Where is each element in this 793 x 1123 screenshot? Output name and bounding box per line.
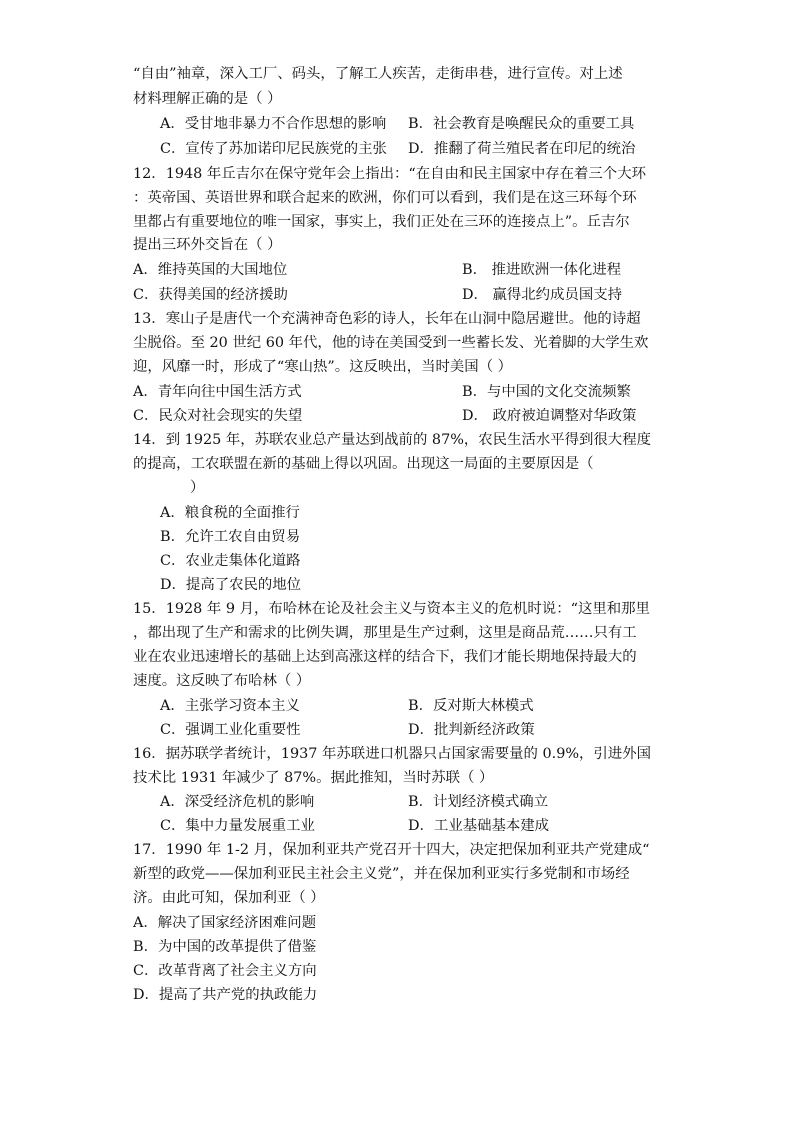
- question-17-text: 17．1990 年 1-2 月，保加利亚共产党召开十四大，决定把保加利亚共产党建成“: [133, 842, 650, 858]
- option-b: B．计划经济模式确立: [408, 794, 549, 810]
- option-b: B． 推进欧洲一体化进程: [462, 262, 622, 278]
- question-12-text: 提出三环外交旨在（ ）: [133, 237, 282, 253]
- option-b: B．允许工农自由贸易: [160, 529, 301, 545]
- option-c: C．农业走集体化道路: [160, 553, 301, 569]
- question-15-text: 速度。这反映了布哈林（ ）: [133, 673, 311, 689]
- question-15-text: ，都出现了生产和需求的比例失调，那里是生产过剩，这里是商品荒……只有工: [133, 625, 637, 641]
- option-b: B．与中国的文化交流频繁: [462, 384, 631, 400]
- option-d: D． 赢得北约成员国支持: [462, 287, 623, 303]
- question-12-text: ：英帝国、英语世界和联合起来的欧洲，你们可以看到，我们是在这三环每个环: [133, 190, 637, 206]
- option-a: A．深受经济危机的影响: [160, 794, 315, 810]
- option-a: A．维持英国的大国地位: [133, 262, 288, 278]
- question-17-text: 新型的政党——保加利亚民主社会主义党”，并在保加利亚实行多党制和市场经: [133, 866, 630, 882]
- option-a: A．解决了国家经济困难问题: [133, 915, 317, 931]
- option-d: D．提高了农民的地位: [160, 577, 302, 593]
- option-b: B．社会教育是唤醒民众的重要工具: [408, 116, 635, 132]
- option-c: C．宣传了苏加诺印尼民族党的主张: [160, 141, 387, 157]
- question-15-text: 15．1928 年 9 月，布哈林在论及社会主义与资本主义的危机时说：“这里和那里: [133, 601, 650, 617]
- question-13-text: 尘脱俗。至 20 世纪 60 年代，他的诗在美国受到一些蓄长发、光着脚的大学生欢: [133, 335, 649, 351]
- option-a: A．主张学习资本主义: [160, 698, 300, 714]
- option-c: C．民众对社会现实的失望: [133, 408, 303, 424]
- option-a: A．受甘地非暴力不合作思想的影响: [160, 116, 387, 132]
- option-d: D．推翻了荷兰殖民者在印尼的统治: [408, 141, 636, 157]
- question-17-text: 济。由此可知，保加利亚（ ）: [133, 890, 325, 906]
- option-a: A．粮食税的全面推行: [160, 505, 300, 521]
- option-d: D．工业基础基本建成: [408, 818, 550, 834]
- option-c: C．改革背离了社会主义方向: [133, 963, 317, 979]
- option-d: D．批判新经济政策: [408, 722, 535, 738]
- question-14-text: ）: [190, 480, 205, 496]
- option-d: D． 政府被迫调整对华政策: [462, 408, 637, 424]
- question-16-text: 技术比 1931 年减少了 87%。据此推知，当时苏联（ ）: [133, 770, 494, 786]
- option-b: B．为中国的改革提供了借鉴: [133, 939, 317, 955]
- question-text: “自由”袖章，深入工厂、码头，了解工人疾苦，走街串巷，进行宣传。对上述: [133, 66, 623, 82]
- question-15-text: 业在农业迅速增长的基础上达到高涨这样的结合下，我们才能长期地保持最大的: [133, 649, 637, 665]
- question-12-text: 12．1948 年丘吉尔在保守党年会上指出：“在自由和民主国家中存在着三个大环: [133, 166, 646, 182]
- option-c: C．强调工业化重要性: [160, 722, 301, 738]
- option-c: C．获得美国的经济援助: [133, 287, 288, 303]
- question-13-text: 13．寒山子是唐代一个充满神奇色彩的诗人，长年在山洞中隐居避世。他的诗超: [133, 311, 641, 327]
- question-text: 材料理解正确的是（ ）: [133, 91, 282, 107]
- option-a: A．青年向往中国生活方式: [133, 384, 302, 400]
- question-14-text: 14．到 1925 年，苏联农业总产量达到战前的 87%，农民生活水平得到很大程度: [133, 432, 651, 448]
- question-12-text: 里都占有重要地位的唯一国家，事实上，我们正处在三环的连接点上”。丘吉尔: [133, 214, 630, 230]
- question-16-text: 16．据苏联学者统计，1937 年苏联进口机器只占国家需要量的 0.9%，引进外国: [133, 746, 651, 762]
- question-14-text: 的提高，工农联盟在新的基础上得以巩固。出现这一局面的主要原因是（: [133, 456, 594, 472]
- option-b: B．反对斯大林模式: [408, 698, 534, 714]
- option-d: D．提高了共产党的执政能力: [133, 987, 318, 1003]
- option-c: C．集中力量发展重工业: [160, 818, 315, 834]
- question-13-text: 迎，风靡一时，形成了“寒山热”。这反映出，当时美国（ ）: [133, 359, 513, 375]
